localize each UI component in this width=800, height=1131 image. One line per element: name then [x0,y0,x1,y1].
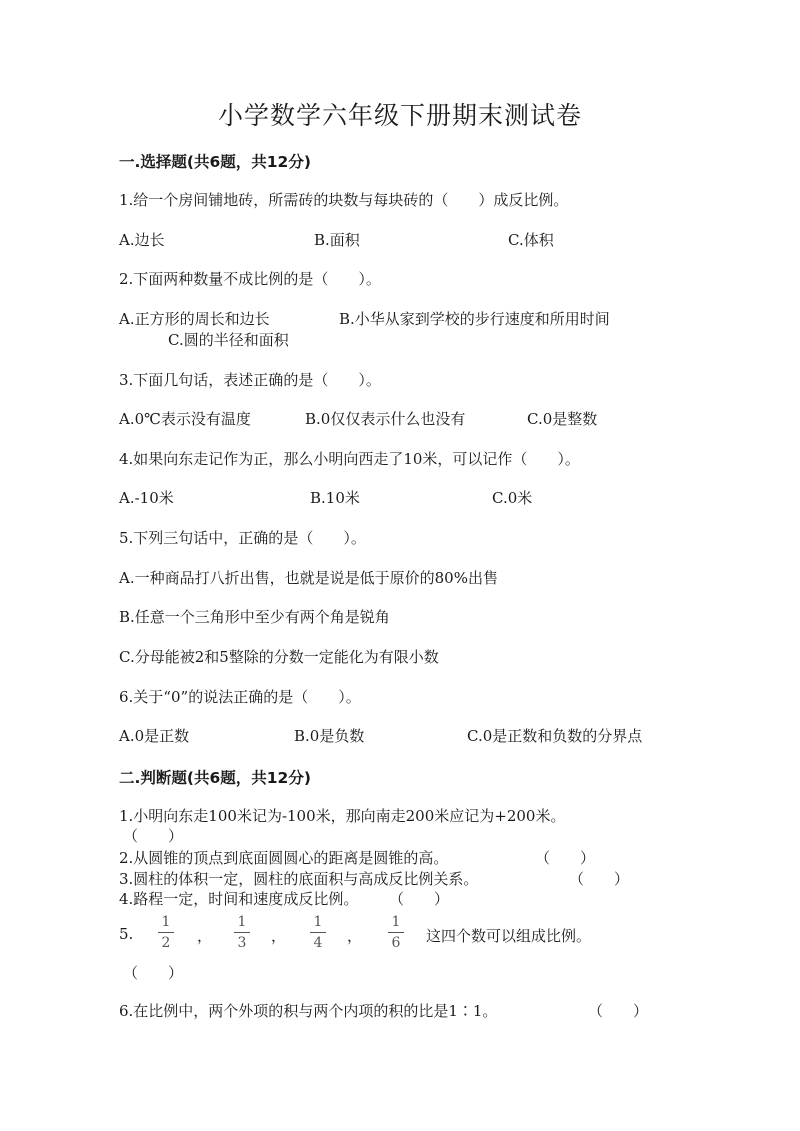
question-3-option-a: A.0℃表示没有温度 [119,410,251,428]
question-5-stem: 5.下列三句话中，正确的是（ ）。 [119,529,366,547]
fraction-one-half [158,914,174,951]
judgement-5-comma: ， [347,927,363,945]
fraction-bar [234,932,250,933]
fraction-one-third [234,914,250,951]
page-title: 小学数学六年级下册期末测试卷 [217,101,582,130]
question-6-option-c: C.0是正数和负数的分界点 [467,727,643,745]
question-3-option-b: B.0仅仅表示什么也没有 [305,410,466,428]
judgement-3-text: 3.圆柱的体积一定，圆柱的底面积与高成反比例关系。 [119,870,479,888]
question-6-option-b: B.0是负数 [294,727,365,745]
fraction-numerator: 1 [161,914,171,930]
fraction-denominator: 6 [391,935,401,951]
question-1-option-b: B.面积 [314,231,360,249]
judgement-3-blank: （ ） [569,870,630,888]
fraction-numerator: 1 [391,914,401,930]
judgement-5-blank: （ ） [123,964,184,982]
fraction-denominator: 3 [237,935,247,951]
judgement-6-text: 6.在比例中，两个外项的积与两个内项的积的比是1∶1。 [119,1002,498,1020]
section-heading-judgement: 二.判断题(共6题，共12分) [119,769,311,787]
judgement-2-text: 2.从圆锥的顶点到底面圆圆心的距离是圆锥的高。 [119,849,449,867]
question-3-stem: 3.下面几句话，表述正确的是（ ）。 [119,371,381,389]
fraction-one-quarter [310,914,326,951]
question-4-option-a: A.-10米 [119,489,174,507]
fraction-bar [388,932,404,933]
question-1-option-a: A.边长 [119,231,165,249]
judgement-5-comma: ， [197,927,213,945]
fraction-bar [310,932,326,933]
question-4-stem: 4.如果向东走记作为正，那么小明向西走了10米，可以记作（ ）。 [119,450,580,468]
judgement-1-text: 1.小明向东走100米记为-100米，那向南走200米应记为+200米。 [119,807,566,825]
section-heading-choice: 一.选择题(共6题，共12分) [119,153,311,171]
fraction-denominator: 2 [161,935,171,951]
judgement-1-blank: （ ） [123,827,184,845]
question-4-option-c: C.0米 [492,489,533,507]
fraction-bar [158,932,174,933]
question-2-option-a: A.正方形的周长和边长 [119,310,270,328]
question-3-option-c: C.0是整数 [527,410,598,428]
question-6-stem: 6.关于“0”的说法正确的是（ ）。 [119,688,361,706]
judgement-6-blank: （ ） [588,1002,649,1020]
question-5-option-a: A.一种商品打八折出售，也就是说是低于原价的80%出售 [119,569,498,587]
question-2-option-c: C.圆的半径和面积 [168,331,289,349]
judgement-5-number: 5. [119,925,134,943]
fraction-denominator: 4 [313,935,323,951]
fraction-numerator: 1 [237,914,247,930]
fraction-numerator: 1 [313,914,323,930]
judgement-5-comma: ， [271,927,287,945]
question-2-option-b: B.小华从家到学校的步行速度和所用时间 [339,310,610,328]
question-4-option-b: B.10米 [310,489,360,507]
judgement-2-blank: （ ） [535,849,596,867]
question-5-option-b: B.任意一个三角形中至少有两个角是锐角 [119,608,390,626]
judgement-4-text: 4.路程一定，时间和速度成反比例。 [119,890,359,908]
fraction-one-sixth [388,914,404,951]
question-1-stem: 1.给一个房间铺地砖，所需砖的块数与每块砖的（ ）成反比例。 [119,191,569,209]
question-6-option-a: A.0是正数 [119,727,190,745]
question-2-stem: 2.下面两种数量不成比例的是（ ）。 [119,270,381,288]
judgement-5-tail: 这四个数可以组成比例。 [426,927,592,945]
judgement-4-blank: （ ） [389,890,450,908]
question-1-option-c: C.体积 [508,231,554,249]
question-5-option-c: C.分母能被2和5整除的分数一定能化为有限小数 [119,648,439,666]
